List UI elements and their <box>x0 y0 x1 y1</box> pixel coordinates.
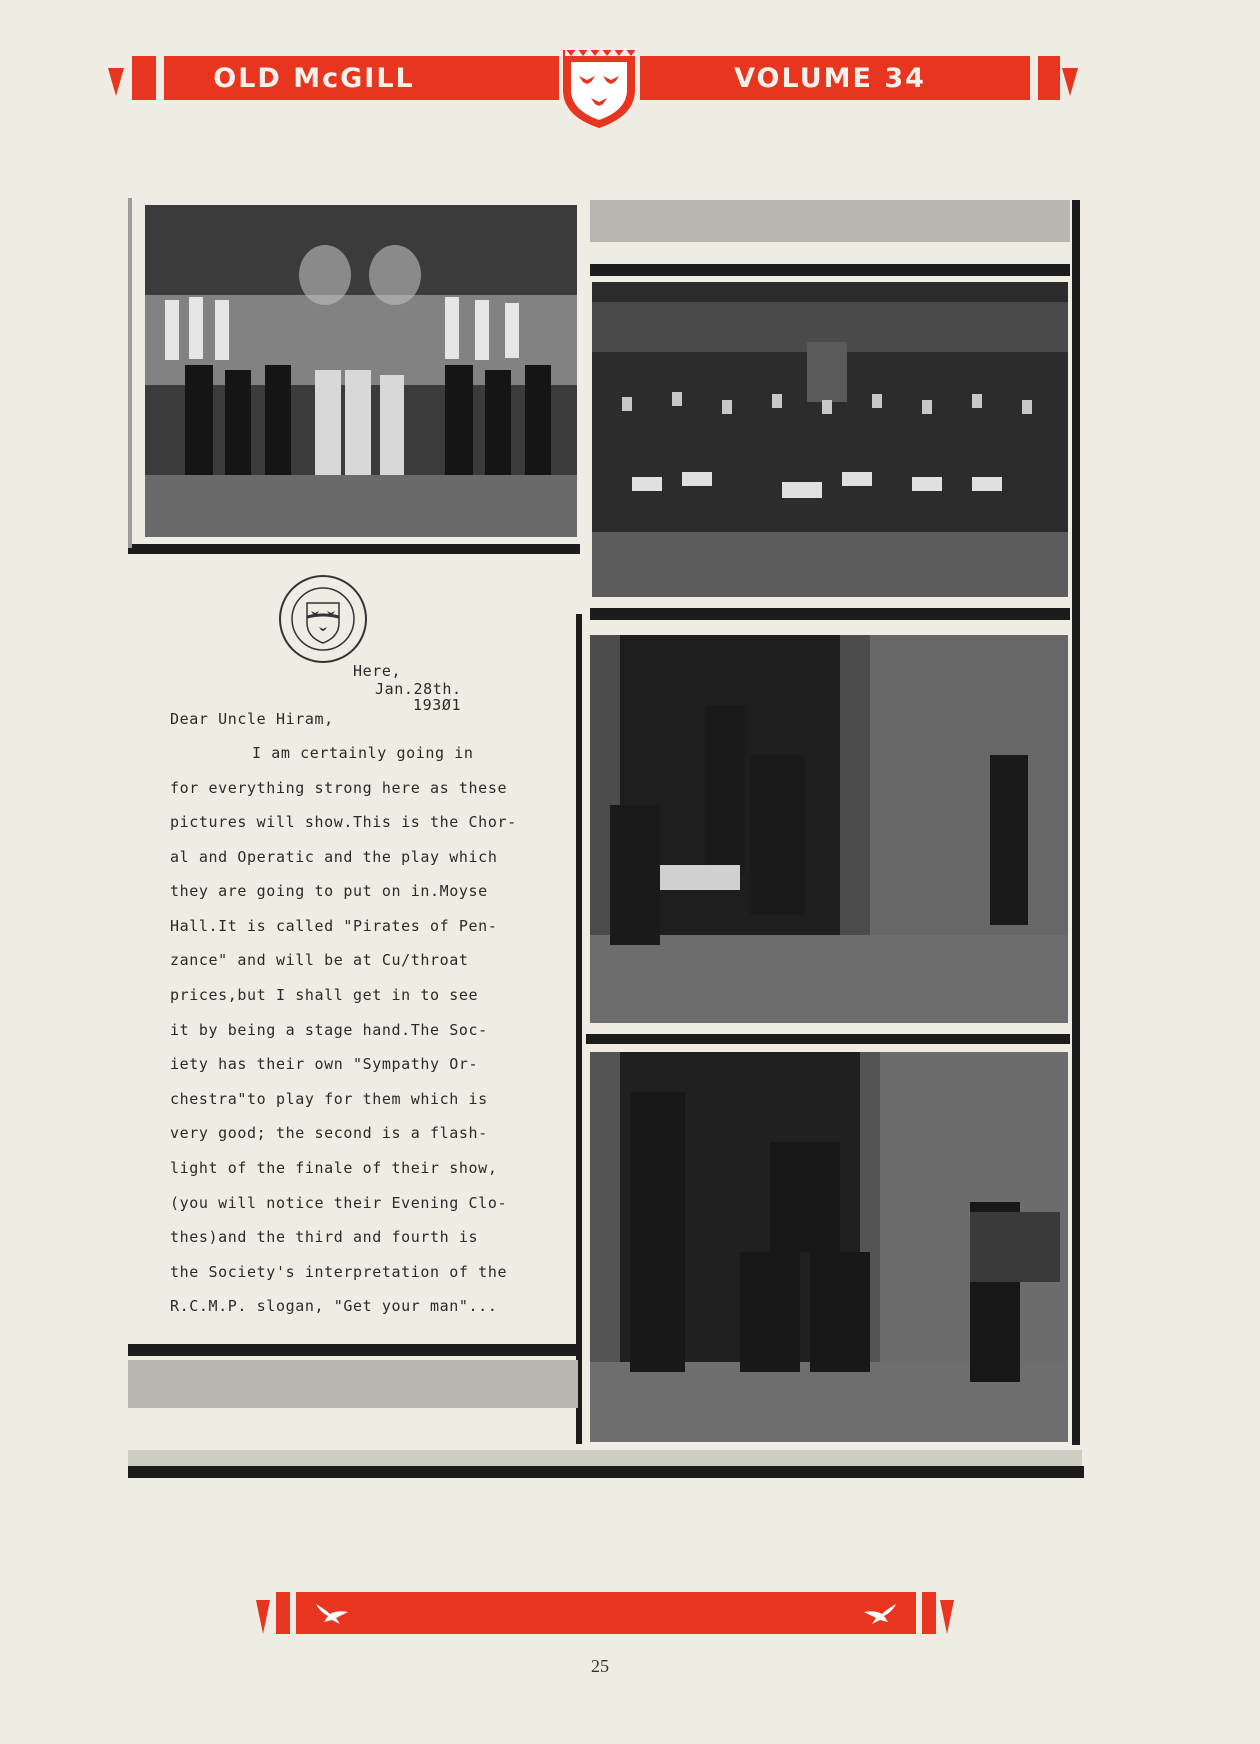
letter-line: I am certainly going in <box>252 744 474 762</box>
letter-line: they are going to put on in.Moyse <box>170 882 488 900</box>
play-scene-one-photo-image <box>590 635 1068 1023</box>
letter-line: for everything strong here as these <box>170 779 508 797</box>
letter-line: light of the finale of their show, <box>170 1159 498 1177</box>
mcgill-crest-icon <box>561 46 637 130</box>
letter-place: Here, <box>353 662 402 680</box>
photo-frame-block <box>590 200 1070 242</box>
photo-frame-rule <box>128 1466 1084 1478</box>
play-scene-two-photo-image <box>590 1052 1068 1442</box>
photo-frame-block <box>128 1360 578 1408</box>
photo-frame-rule <box>576 614 582 1444</box>
letter-line: it by being a stage hand.The Soc- <box>170 1021 488 1039</box>
play-scene-two-photo <box>590 1052 1068 1442</box>
page-number: 25 <box>591 1656 609 1676</box>
publication-title: OLD McGILL <box>213 63 415 94</box>
bird-icon <box>312 1600 352 1626</box>
photo-frame-block <box>128 1450 1082 1466</box>
photo-frame-rule <box>590 608 1070 620</box>
university-seal-icon <box>277 573 369 665</box>
letter-line: (you will notice their Evening Clo- <box>170 1194 508 1212</box>
photo-frame-rule <box>128 198 132 548</box>
bird-icon <box>860 1600 900 1626</box>
footer-center-bar <box>296 1592 916 1634</box>
footer-left-flag <box>256 1600 270 1634</box>
letter-line: the Society's interpretation of the <box>170 1263 508 1281</box>
choral-operatic-group-photo-image <box>145 205 577 537</box>
symphony-orchestra-photo-image <box>592 282 1068 597</box>
letter-line: thes)and the third and fourth is <box>170 1228 479 1246</box>
banner-right-cap <box>1038 56 1060 100</box>
letter-line: zance" and will be at Cu/throat <box>170 951 469 969</box>
letter-line: prices,but I shall get in to see <box>170 986 479 1004</box>
volume-title: VOLUME 34 <box>734 63 926 94</box>
photo-frame-rule <box>128 1344 580 1356</box>
letter-year: 193Ø1 <box>413 696 462 714</box>
banner-left-flag <box>108 68 124 96</box>
letter-date: Jan.28th. <box>375 680 462 698</box>
footer-left-cap <box>276 1592 290 1634</box>
banner-right-flag <box>1062 68 1078 96</box>
letter-line: chestra"to play for them which is <box>170 1090 488 1108</box>
photo-frame-rule <box>590 264 1070 276</box>
letter-line: Hall.It is called "Pirates of Pen- <box>170 917 498 935</box>
symphony-orchestra-photo <box>592 282 1068 597</box>
banner-left-cap <box>132 56 156 100</box>
photo-frame-rule <box>1072 200 1080 1445</box>
choral-operatic-group-photo <box>145 205 577 537</box>
letter-line: pictures will show.This is the Chor- <box>170 813 517 831</box>
footer-right-cap <box>922 1592 936 1634</box>
photo-frame-rule <box>586 1034 1070 1044</box>
play-scene-one-photo <box>590 635 1068 1023</box>
letter-line: iety has their own "Sympathy Or- <box>170 1055 479 1073</box>
letter-line: very good; the second is a flash- <box>170 1124 488 1142</box>
letter-line: R.C.M.P. slogan, "Get your man"... <box>170 1297 498 1315</box>
photo-frame-rule <box>128 544 580 554</box>
letter-line: al and Operatic and the play which <box>170 848 498 866</box>
letter-salutation: Dear Uncle Hiram, <box>170 710 334 728</box>
footer-right-flag <box>940 1600 954 1634</box>
